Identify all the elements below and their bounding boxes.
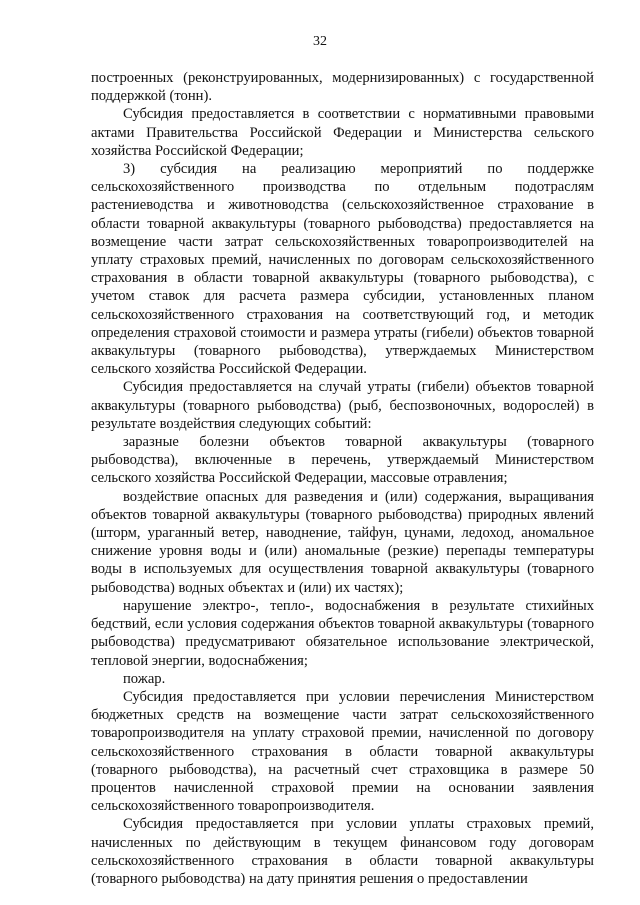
paragraph-event-natural-phenomena: воздействие опасных для разведения и (или) содержания, выращивания объектов товарной аквакультуры (товарного рыбоводства) природных явлений (шторм, ураганный ветер, наводнение, тайфун, цунами, ледоход, аномальное снижение уровня воды и (или) аномальные (резкие) перепады температуры воды в используемых для осуществления товарной аквакультуры (товарного рыбоводства) водных объектах и (или) их частях); (91, 488, 594, 596)
paragraph-event-diseases: заразные болезни объектов товарной аквакультуры (товарного рыбоводства), включенные в перечень, утверждаемый Министерством сельского хозяйства Российской Федерации, массовые отравления; (91, 434, 594, 487)
paragraph-payment-condition: Субсидия предоставляется при условии уплаты страховых премий, начисленных по действующим в текущем финансовом году договорам сельскохозяйственного страхования в области товарной аквакультуры (товарного рыбоводства) на дату принятия решения о предоставлении (91, 816, 594, 887)
paragraph-insured-events: Субсидия предоставляется на случай утраты (гибели) объектов товарной аквакультуры (товарного рыбоводства) (рыб, беспозвоночных, водорослей) в результате воздействия следующих событий: (91, 379, 594, 432)
paragraph-item-3-subsidy: 3) субсидия на реализацию мероприятий по поддержке сельскохозяйственного производства по отдельным подотраслям растениеводства и животноводства (сельскохозяйственное страхование в области товарной аквакультуры (товарного рыбоводства) предоставляется на возмещение части затрат сельскохозяйственных товаропроизводителей на уплату страховых премий, начисленных по договорам сельскохозяйственного страхования в области товарной аквакультуры (товарного рыбоводства), с учетом ставок для расчета размера субсидии, установленных планом сельскохозяйственного страхования на соответствующий год, и методик определения страховой стоимости и размера утраты (гибели) объектов товарной аквакультуры (товарного рыбоводства), утверждаемых Министерством сельского хозяйства Российской Федерации. (91, 161, 594, 378)
paragraph-legal-basis: Субсидия предоставляется в соответствии с нормативными правовыми актами Правительства Российской Федерации и Министерства сельского хозяйства Российской Федерации; (91, 106, 594, 159)
paragraph-transfer-condition: Субсидия предоставляется при условии перечисления Министерством бюджетных средств на возмещение части затрат сельскохозяйственного товаропроизводителя на уплату страховой премии, начисленной по договору сельскохозяйственного страхования в области товарной аквакультуры (товарного рыбоводства), на расчетный счет страховщика в размере 50 процентов начисленной страховой премии на основании заявления сельскохозяйственного товаропроизводителя. (91, 688, 594, 815)
paragraph-continuation: построенных (реконструированных, модернизированных) с государственной поддержкой (тонн). (91, 70, 594, 105)
paragraph-event-fire: пожар. (123, 670, 166, 687)
paragraph-event-utility-failure: нарушение электро-, тепло-, водоснабжения в результате стихийных бедствий, если условия содержания объектов товарной аквакультуры (товарного рыбоводства) предусматривают обязательное использование электрической, тепловой энергии, водоснабжения; (91, 597, 594, 669)
document-body (91, 69, 594, 888)
page-number: 32 (313, 34, 327, 49)
